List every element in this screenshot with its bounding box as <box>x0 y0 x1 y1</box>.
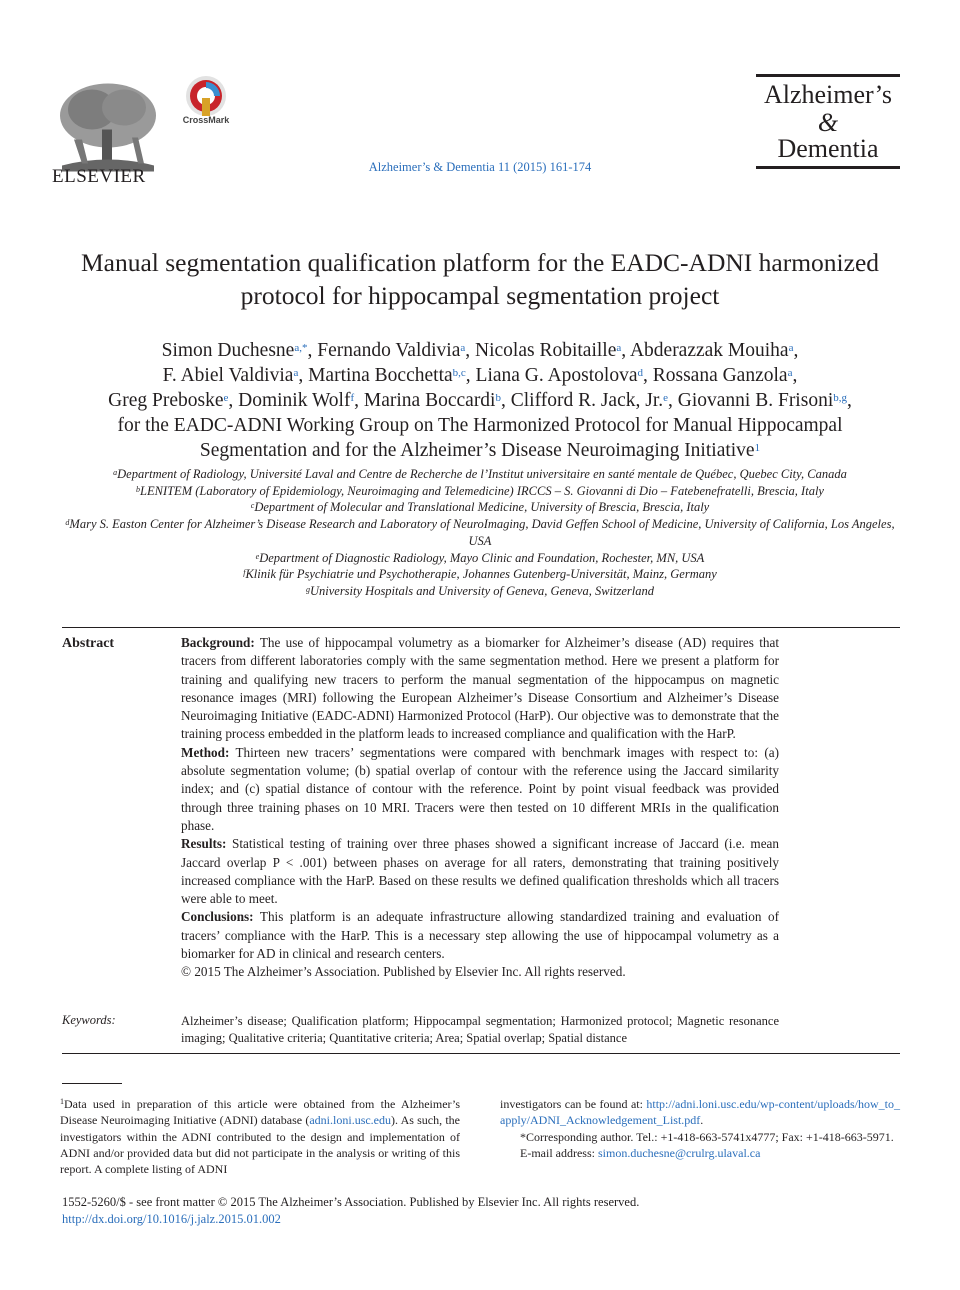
abstract-method <box>181 744 779 835</box>
author-name: Clifford R. Jack, Jr. <box>510 390 664 411</box>
affiliations <box>60 466 900 600</box>
affil-sup: e <box>255 551 260 561</box>
affil-text: Klinik für Psychiatrie und Psychotherapie, Johannes Gutenberg-Universität, Mainz, Germany <box>245 567 717 582</box>
author-affil-sup[interactable]: a <box>293 367 299 379</box>
author-sep: , <box>465 340 476 361</box>
abstract-heading: Results: <box>181 836 227 852</box>
affil-sup: a <box>113 468 118 477</box>
logo-line-1: Alzheimer’s <box>763 80 893 109</box>
author-affil-sup[interactable]: e <box>223 392 229 404</box>
author-name: Marina Boccardi <box>363 390 496 411</box>
footnote-text: ). As such, the investigators within the ADNI contributed to the design and implementation of ADNI and/or provided data but did not participate in the analysis or writing of this report. A complete listing of ADNI <box>60 1113 461 1177</box>
keywords-text: Alzheimer’s disease; Qualification platform; Hippocampal segmentation; Harmonized protocol; Magnetic resonance imaging; Qualitative criteria; Quantitative criteria; Area; Spatial overlap; Spatial distance <box>181 1014 779 1045</box>
author-sep: , <box>500 390 511 411</box>
author-name: Dominik Wolf <box>238 390 351 411</box>
working-group-text: Segmentation and for the Alzheimer’s Disease Neuroimaging Initiative <box>199 440 755 461</box>
abstract-conclusions <box>181 908 779 963</box>
author-name: Rossana Ganzola <box>652 365 788 386</box>
author-sep: , <box>354 390 364 411</box>
front-matter <box>62 1194 639 1227</box>
author-sep: , <box>465 365 476 386</box>
crossmark-label: CrossMark <box>182 115 230 125</box>
affil-sup: c <box>250 501 255 511</box>
keywords-label: Keywords: <box>62 1013 116 1027</box>
crossmark-icon[interactable] <box>178 74 238 134</box>
affil-sup: d <box>65 518 70 528</box>
author-affil-sup[interactable]: a <box>787 367 793 379</box>
author-sep: , <box>298 365 309 386</box>
abstract-text: This platform is an adequate infrastructure allowing standardized training and evaluation of tracers’ compliance with the HarP. This is a necessary step allowing the use of hippocampal volumetry as a biomarker for AD in clinical and research centers. <box>181 909 779 962</box>
abstract-heading: Background: <box>181 635 255 650</box>
author-sep: , <box>846 390 852 411</box>
corresponding-author: *Corresponding author. Tel.: +1-418-663-5741x4777; Fax: +1-418-663-5971. <box>520 1129 894 1144</box>
publisher-name: ELSEVIER <box>52 166 146 187</box>
affil-text: Department of Molecular and Translational Medicine, University of Brescia, Brescia, Italy <box>254 500 710 515</box>
abstract-text: Thirteen new tracers’ segmentations were compared with benchmark images with respect to: (a) absolute segmentation volume; (b) spatial overlap of contour with the reference using the Jaccard similarity index; and (c) spatial distance of contour with the reference. Point by point visual feedback was provided through three training phases on 10 MRI. Tracers were then tested on 10 different MRIs in the qualification phase. <box>181 744 779 833</box>
author-name: Giovanni B. Frisoni <box>677 390 834 411</box>
author-name: Abderazzak Mouiha <box>629 340 789 361</box>
author-name: F. Abiel Valdivia <box>162 365 294 386</box>
journal-citation[interactable]: Alzheimer’s & Dementia 11 (2015) 161-174 <box>368 160 592 174</box>
working-group-line-2 <box>58 438 902 463</box>
footnote-continued <box>500 1096 900 1129</box>
author-affil-sup[interactable]: a <box>788 342 794 354</box>
author-affil-sup[interactable]: b,g <box>833 392 847 404</box>
author-sep: , <box>668 390 678 411</box>
author-sep: , <box>793 340 799 361</box>
affiliation <box>60 566 900 583</box>
author-affil-sup[interactable]: b,c <box>452 367 466 379</box>
author-sep: , <box>642 365 653 386</box>
author-affil-sup[interactable]: a,* <box>294 342 308 354</box>
logo-ampersand: & <box>817 108 839 137</box>
affil-sup: f <box>243 568 246 578</box>
abstract-heading: Conclusions: <box>181 909 254 925</box>
author-affil-sup[interactable]: a <box>616 342 622 354</box>
abstract-text: The use of hippocampal volumetry as a biomarker for Alzheimer’s disease (AD) requires that tracers from different laboratories comply with the same segmentation method. Here we present a platform for training and qualifying new tracers to perform the manual segmentation of the hippocampus on magnetic resonance images (MRI) following the European Alzheimer’s Disease Consortium and Alzheimer’s Disease Neuroimaging Initiative (EADC-ADNI) Harmonized Protocol (HarP). Our objective was to demonstrate that the training process embedded in the platform leads to increased compliance and qualification with the HarP. <box>181 635 779 742</box>
footnote-text: Data used in preparation of this article were obtained from the Alzheimer’s Disease Neuroimaging Initiative (ADNI) database ( <box>60 1097 460 1128</box>
author-affil-sup[interactable]: d <box>637 367 643 379</box>
author-affil-sup[interactable]: b <box>495 392 501 404</box>
footnote-column-2 <box>500 1096 900 1161</box>
adni-link[interactable]: adni.loni.usc.edu <box>309 1113 392 1128</box>
abstract-background <box>181 634 779 744</box>
affiliation <box>60 466 900 483</box>
author-affil-sup[interactable]: f <box>350 392 355 404</box>
email-line <box>500 1145 900 1161</box>
author-name: Liana G. Apostolova <box>475 365 638 386</box>
author-name: Fernando Valdivia <box>317 340 461 361</box>
author-sep: , <box>621 340 630 361</box>
author-name: Greg Preboske <box>108 390 224 411</box>
logo-bottom-rule <box>756 166 900 169</box>
abstract-bottom-rule <box>62 1053 900 1054</box>
footnote-text: investigators can be found at: <box>500 1097 647 1111</box>
author-affil-sup[interactable]: a <box>460 342 466 354</box>
affil-text: Department of Radiology, Université Laval and Centre de Recherche de l’Institut universitaire en santé mentale de Québec, Quebec City, Canada <box>117 467 847 481</box>
affil-text: Department of Diagnostic Radiology, Mayo Clinic and Foundation, Rochester, MN, USA <box>259 550 705 565</box>
footnote-sup[interactable]: 1 <box>754 442 761 454</box>
email-link[interactable]: simon.duchesne@crulrg.ulaval.ca <box>597 1145 761 1160</box>
journal-logo <box>756 74 900 174</box>
affiliation <box>60 499 900 516</box>
affiliation <box>60 550 900 567</box>
abstract-text: Statistical testing of training over three phases showed a significant increase of Jaccard (i.e. mean Jaccard overlap P < .001) between phases on average for all raters, demonstrating that training positively increased compliance with the HarP. Based on these results we defined qualification thresholds which all tracers were able to meet. <box>181 836 779 907</box>
abstract-top-rule <box>62 627 900 628</box>
author-line-3 <box>58 388 902 413</box>
affil-text: Mary S. Easton Center for Alzheimer’s Disease Research and Laboratory of NeuroImaging, David Geffen School of Medicine, University of California, Los Angeles, USA <box>69 517 895 548</box>
logo-top-rule <box>756 74 900 77</box>
abstract-copyright: © 2015 The Alzheimer’s Association. Published by Elsevier Inc. All rights reserved. <box>181 964 626 980</box>
author-name: Nicolas Robitaille <box>475 340 617 361</box>
adni-list-link[interactable]: http://adni.loni.usc.edu/wp-content/uploads/how_to_apply/ADNI_Acknowledgement_List.pdf <box>500 1097 900 1128</box>
affil-text: LENITEM (Laboratory of Epidemiology, Neuroimaging and Telemedicine) IRCCS – S. Giovanni di Dio – Fatebenefratelli, Brescia, Italy <box>140 483 824 498</box>
article-title: Manual segmentation qualification platform for the EADC-ADNI harmonized protocol for hippocampal segmentation project <box>80 248 880 310</box>
author-sep: , <box>307 340 318 361</box>
author-name: Simon Duchesne <box>161 340 295 361</box>
author-sep: , <box>228 390 239 411</box>
abstract-results <box>181 835 779 908</box>
footnote-text: . <box>700 1113 704 1128</box>
author-list <box>58 338 902 463</box>
affiliation <box>60 583 900 600</box>
abstract-heading: Method: <box>181 744 230 760</box>
footnote-sup: 1 <box>60 1097 64 1106</box>
issn-line: 1552-5260/$ - see front matter © 2015 The Alzheimer’s Association. Published by Elsevier Inc. All rights reserved. <box>62 1195 640 1209</box>
author-name: Martina Bocchetta <box>308 365 453 386</box>
working-group-line-1: for the EADC-ADNI Working Group on The Harmonized Protocol for Manual Hippocampal <box>117 415 843 436</box>
author-sep: , <box>792 365 798 386</box>
affiliation <box>60 483 900 500</box>
footnote-rule <box>62 1083 122 1084</box>
affil-sup: b <box>136 484 141 494</box>
author-line-2 <box>58 363 902 388</box>
footnote-adni <box>60 1096 460 1177</box>
abstract-label: Abstract <box>62 636 115 651</box>
abstract-body <box>181 634 779 982</box>
affil-sup: g <box>305 584 310 594</box>
doi-link[interactable]: http://dx.doi.org/10.1016/j.jalz.2015.01.002 <box>62 1211 281 1226</box>
affiliation <box>60 516 900 549</box>
author-affil-sup[interactable]: e <box>663 392 669 404</box>
affil-text: University Hospitals and University of Geneva, Geneva, Switzerland <box>309 583 655 598</box>
logo-line-3: Dementia <box>777 134 879 163</box>
email-label: E-mail address: <box>520 1145 598 1160</box>
author-line-1 <box>58 338 902 363</box>
